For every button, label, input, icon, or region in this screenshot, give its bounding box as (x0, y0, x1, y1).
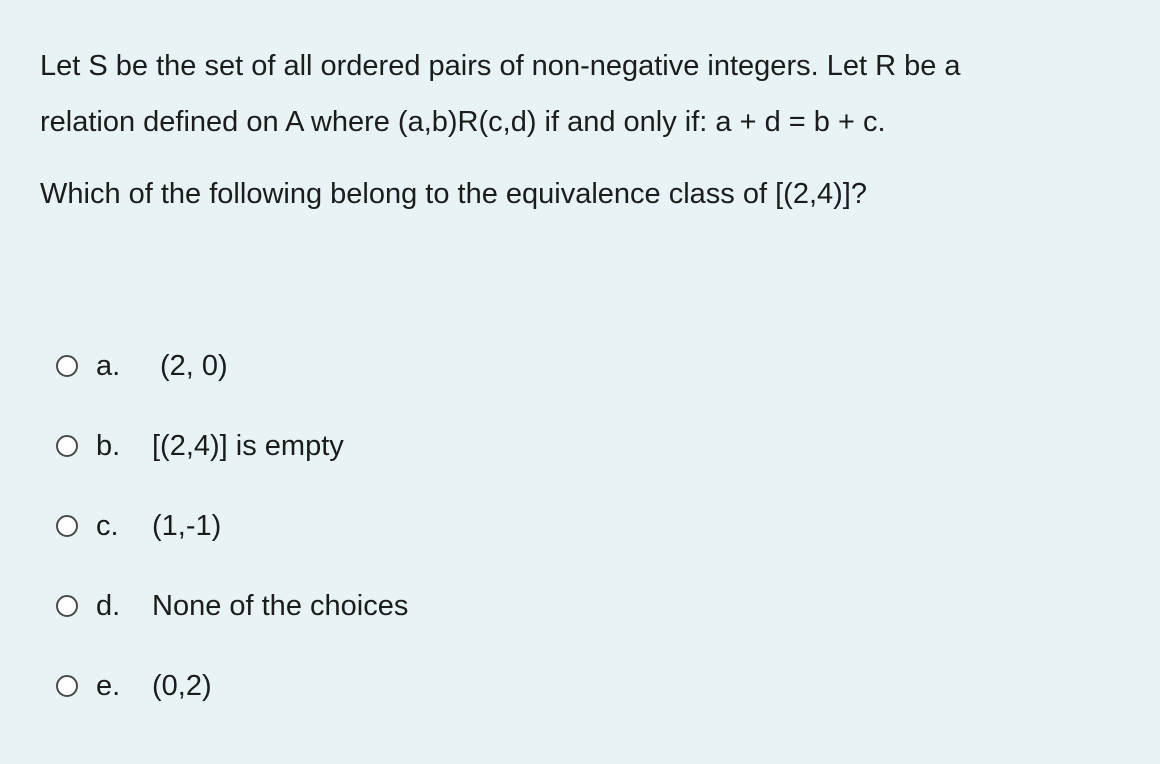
option-c[interactable] (56, 486, 408, 566)
option-e[interactable] (56, 646, 408, 726)
option-c-letter: c. (96, 509, 119, 542)
option-a-label: (2, 0) (160, 349, 228, 382)
option-b-label: [(2,4)] is empty (152, 429, 344, 462)
option-d[interactable] (56, 566, 408, 646)
option-d-radio[interactable] (56, 595, 78, 617)
question-text (40, 38, 1130, 222)
option-b-radio[interactable] (56, 435, 78, 457)
option-e-radio[interactable] (56, 675, 78, 697)
option-e-label: (0,2) (152, 669, 212, 702)
option-c-label: (1,-1) (152, 509, 222, 542)
option-c-radio[interactable] (56, 515, 78, 537)
question-line-2: relation defined on A where (a,b)R(c,d) if and only if: a + d = b + c. (40, 106, 886, 138)
question-prompt: Which of the following belong to the equivalence class of [(2,4)]? (40, 178, 867, 210)
option-e-letter: e. (96, 669, 121, 702)
option-a-letter: a. (96, 349, 121, 382)
option-d-letter: d. (96, 589, 121, 622)
option-a[interactable] (56, 326, 408, 406)
option-a-radio[interactable] (56, 355, 78, 377)
option-d-label: None of the choices (152, 589, 409, 622)
option-b[interactable] (56, 406, 408, 486)
option-b-letter: b. (96, 429, 121, 462)
question-line-1: Let S be the set of all ordered pairs of non-negative integers. Let R be a (40, 50, 961, 82)
answer-options (56, 326, 408, 726)
